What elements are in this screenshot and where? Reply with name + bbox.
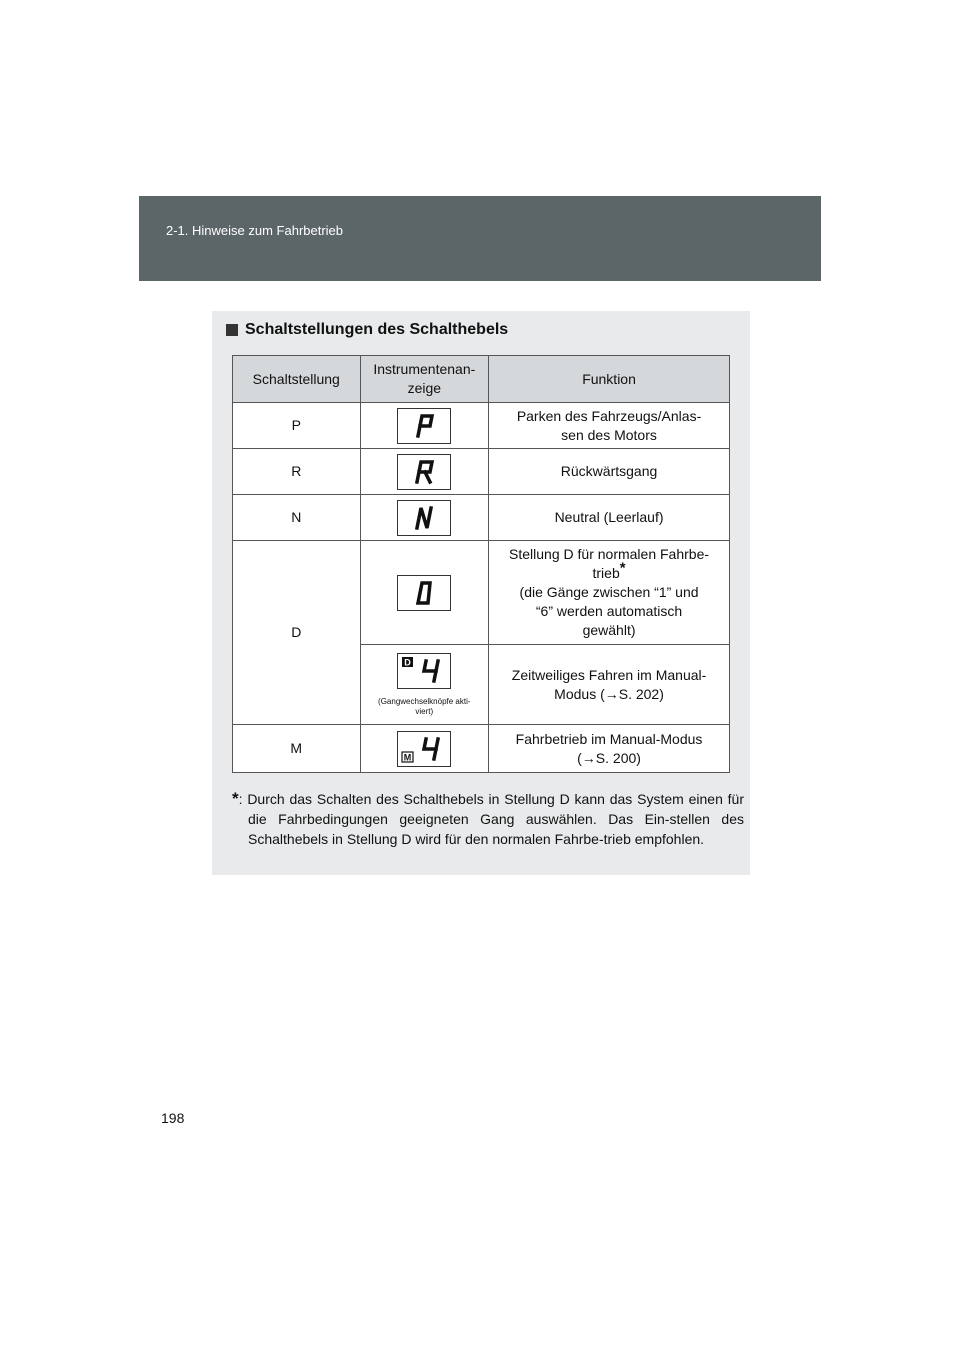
footnote-star: * [232, 789, 239, 808]
shift-positions-panel [212, 311, 750, 875]
function-d-note: (die Gänge zwischen “1” und “6” werden automatisch gewählt) [519, 584, 699, 638]
table-header-row [233, 356, 730, 403]
display-cell [360, 495, 489, 541]
heading-square-icon [226, 324, 238, 336]
function-d-main: Stellung D für normalen Fahrbe- trieb [509, 546, 710, 582]
position-cell: N [233, 495, 361, 541]
section-title: 2-1. Hinweise zum Fahrbetrieb [166, 223, 344, 238]
column-header-display [360, 356, 489, 403]
table-row-n [233, 495, 730, 541]
footnote-ref-star: * [619, 559, 626, 577]
position-cell: R [233, 449, 361, 495]
position-cell: P [233, 403, 361, 449]
page-number: 198 [161, 1110, 185, 1126]
column-header-display-line1: Instrumentenan- zeige [373, 361, 476, 396]
display-cell [360, 403, 489, 449]
position-cell: M [233, 725, 361, 773]
column-header-function: Funktion [489, 356, 730, 403]
badge-d-label: D [404, 657, 412, 668]
display-cell [360, 449, 489, 495]
gear-display-n-icon [397, 500, 451, 536]
gear-display-d-icon [397, 575, 451, 611]
table-row-m [233, 725, 730, 773]
gear-display-m4-icon [397, 731, 451, 767]
function-cell: Zeitweiliges Fahren im Manual- Modus (→S. 202) [489, 645, 730, 725]
footnote-text: : Durch das Schalten des Schalthebels in Stellung D kann das System einen für die Fahrbedingungen geeigneten Gang auswählen. Das Ein-stellen des Schalthebels in Stellung D wird für den normalen Fahrbe-trieb empfohlen. [238, 791, 744, 847]
display-caption: (Gangwechselknöpfe akti- viert) [378, 696, 471, 716]
panel-title-text: Schaltstellungen des Schalthebels [245, 321, 509, 338]
display-cell [360, 541, 489, 645]
display-cell [360, 645, 489, 725]
badge-m-label: M [404, 752, 412, 762]
gear-display-p-icon [397, 408, 451, 444]
table-row-p [233, 403, 730, 449]
gear-display-d4-icon [397, 653, 451, 689]
footnote [232, 789, 744, 849]
function-cell: Neutral (Leerlauf) [489, 495, 730, 541]
table-row-r [233, 449, 730, 495]
display-cell [360, 725, 489, 773]
function-cell: Parken des Fahrzeugs/Anlas- sen des Motors [489, 403, 730, 449]
shift-position-table [232, 355, 730, 773]
function-cell: Fahrbetrieb im Manual-Modus (→S. 200) [489, 725, 730, 773]
function-cell [489, 541, 730, 645]
position-cell: D [233, 541, 361, 725]
panel-heading [226, 321, 508, 339]
gear-display-r-icon [397, 454, 451, 490]
column-header-position: Schaltstellung [233, 356, 361, 403]
function-cell: Rückwärtsgang [489, 449, 730, 495]
section-header-bar [139, 196, 821, 281]
table-row-d [233, 541, 730, 645]
